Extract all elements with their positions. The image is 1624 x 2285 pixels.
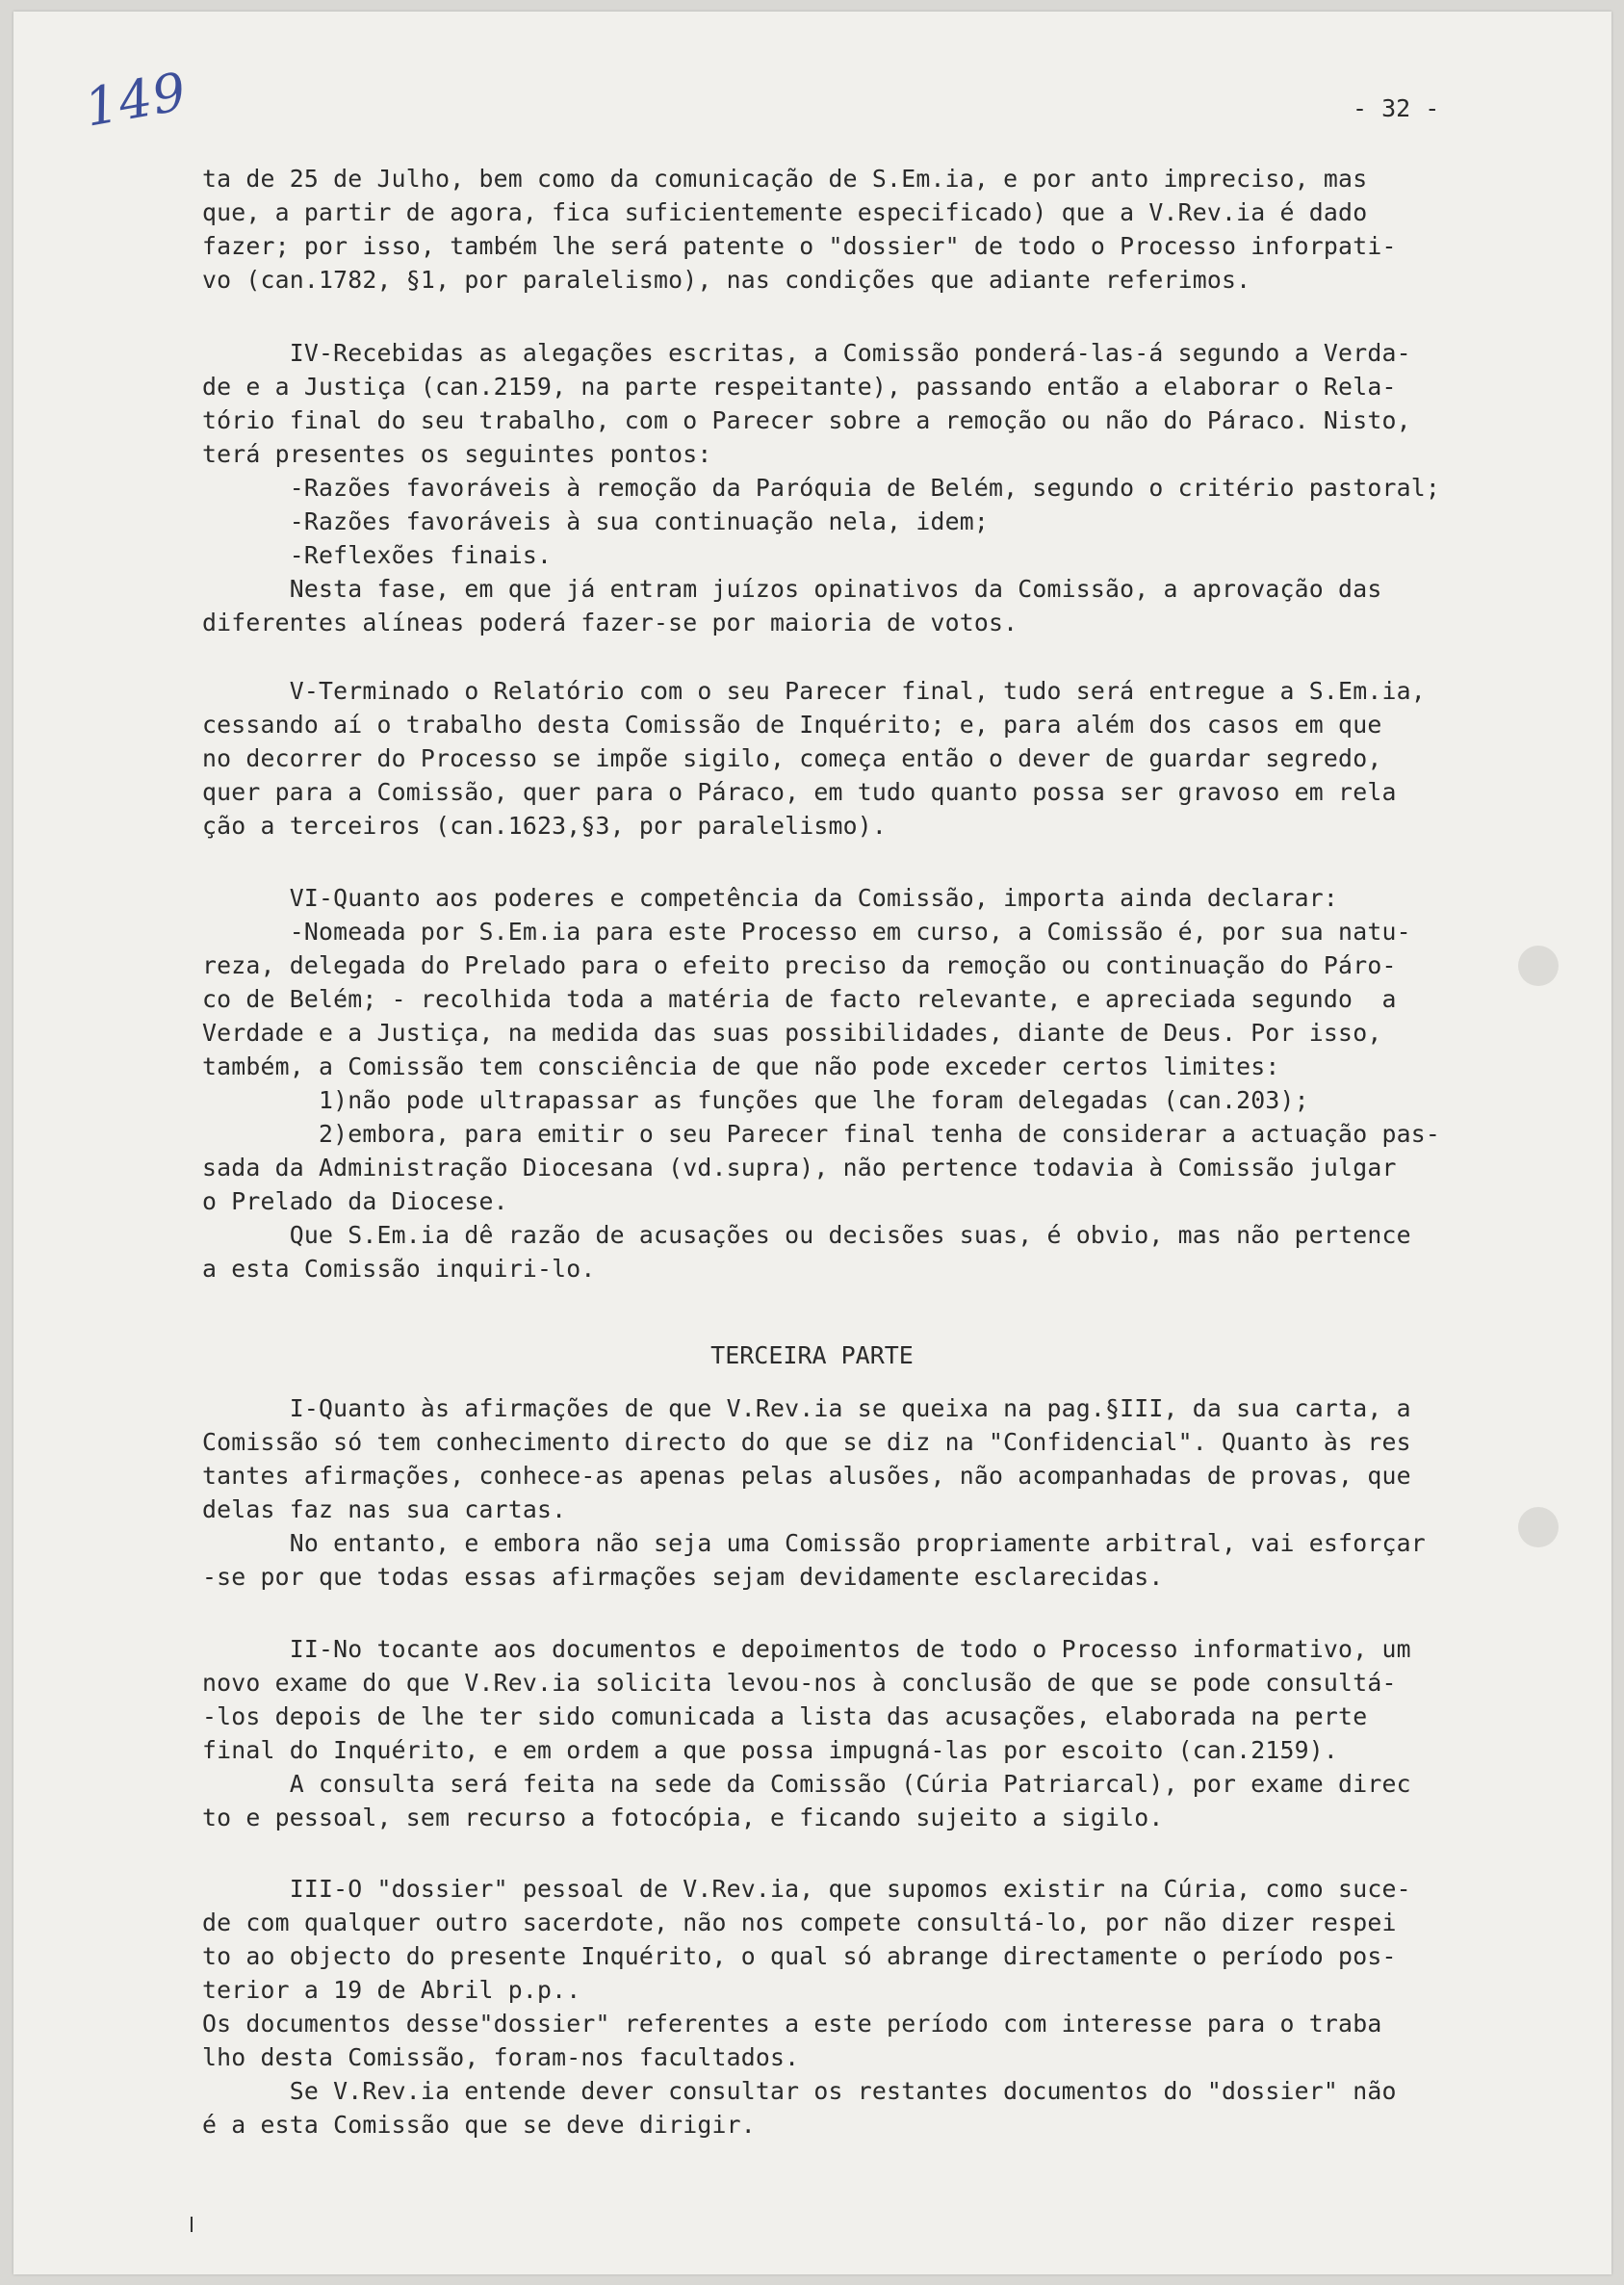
text-line: Comissão só tem conhecimento directo do que se diz na "Confidencial". Quanto às res bbox=[202, 1428, 1411, 1456]
text-line: Nesta fase, em que já entram juízos opinativos da Comissão, a aprovação das bbox=[202, 575, 1382, 603]
text-line: é a esta Comissão que se deve dirigir. bbox=[202, 2111, 756, 2139]
paragraph-block bbox=[202, 881, 1492, 1285]
text-line: a esta Comissão inquiri-lo. bbox=[202, 1255, 596, 1283]
text-line: Se V.Rev.ia entende dever consultar os restantes documentos do "dossier" não bbox=[202, 2077, 1397, 2105]
text-line: de com qualquer outro sacerdote, não nos compete consultá-lo, por não dizer respei bbox=[202, 1908, 1397, 1936]
text-line: -se por que todas essas afirmações sejam devidamente esclarecidas. bbox=[202, 1563, 1164, 1591]
text-line: que, a partir de agora, fica suficientemente especificado) que a V.Rev.ia é dado bbox=[202, 198, 1368, 226]
text-line: vo (can.1782, §1, por paralelismo), nas condições que adiante referimos. bbox=[202, 266, 1251, 294]
text-line: III-O "dossier" pessoal de V.Rev.ia, que supomos existir na Cúria, como suce- bbox=[202, 1875, 1411, 1903]
text-line: co de Belém; - recolhida toda a matéria de facto relevante, e apreciada segundo a bbox=[202, 985, 1397, 1013]
text-line: ta de 25 de Julho, bem como da comunicação de S.Em.ia, e por anto impreciso, mas bbox=[202, 165, 1368, 193]
text-line: Verdade e a Justiça, na medida das suas possibilidades, diante de Deus. Por isso, bbox=[202, 1019, 1382, 1047]
text-line: terior a 19 de Abril p.p.. bbox=[202, 1976, 581, 2004]
text-line: V-Terminado o Relatório com o seu Parecer final, tudo será entregue a S.Em.ia, bbox=[202, 677, 1426, 705]
text-line: o Prelado da Diocese. bbox=[202, 1187, 508, 1215]
text-line: to ao objecto do presente Inquérito, o qual só abrange directamente o período pos- bbox=[202, 1942, 1397, 1970]
text-line: final do Inquérito, e em ordem a que possa impugná-las por escoito (can.2159). bbox=[202, 1736, 1339, 1764]
text-line: no decorrer do Processo se impõe sigilo, começa então o dever de guardar segredo, bbox=[202, 744, 1382, 772]
text-line: VI-Quanto aos poderes e competência da Comissão, importa ainda declarar: bbox=[202, 884, 1339, 912]
page-number: - 32 - bbox=[1353, 94, 1440, 122]
text-line: No entanto, e embora não seja uma Comissão propriamente arbitral, vai esforçar bbox=[202, 1529, 1426, 1557]
text-line: 2)embora, para emitir o seu Parecer final tenha de considerar a actuação pas- bbox=[202, 1120, 1440, 1148]
text-line: IV-Recebidas as alegações escritas, a Comissão ponderá-las-á segundo a Verda- bbox=[202, 339, 1411, 367]
text-line: sada da Administração Diocesana (vd.supra), não pertence todavia à Comissão julgar bbox=[202, 1154, 1397, 1181]
text-line: II-No tocante aos documentos e depoimentos de todo o Processo informativo, um bbox=[202, 1635, 1411, 1663]
text-line: Os documentos desse"dossier" referentes a este período com interesse para o traba bbox=[202, 2010, 1382, 2038]
text-line: Que S.Em.ia dê razão de acusações ou decisões suas, é obvio, mas não pertence bbox=[202, 1221, 1411, 1249]
text-line: cessando aí o trabalho desta Comissão de Inquérito; e, para além dos casos em que bbox=[202, 711, 1382, 739]
text-line: ção a terceiros (can.1623,§3, por paralelismo). bbox=[202, 812, 888, 840]
text-line: quer para a Comissão, quer para o Páraco, em tudo quanto possa ser gravoso em rela bbox=[202, 778, 1397, 806]
text-line: 1)não pode ultrapassar as funções que lhe foram delegadas (can.203); bbox=[202, 1086, 1309, 1114]
text-line: I-Quanto às afirmações de que V.Rev.ia se queixa na pag.§III, da sua carta, a bbox=[202, 1394, 1411, 1422]
text-line: -Nomeada por S.Em.ia para este Processo em curso, a Comissão é, por sua natu- bbox=[202, 918, 1411, 946]
margin-mark bbox=[191, 2217, 193, 2232]
text-line: A consulta será feita na sede da Comissão (Cúria Patriarcal), por exame direc bbox=[202, 1770, 1411, 1798]
punch-hole bbox=[1518, 1507, 1559, 1547]
section-heading: TERCEIRA PARTE bbox=[710, 1341, 914, 1369]
text-line: -Reflexões finais. bbox=[202, 541, 553, 569]
text-line: também, a Comissão tem consciência de que não pode exceder certos limites: bbox=[202, 1052, 1280, 1080]
text-line: tório final do seu trabalho, com o Parecer sobre a remoção ou não do Páraco. Nisto, bbox=[202, 406, 1411, 434]
text-line: terá presentes os seguintes pontos: bbox=[202, 440, 712, 468]
text-line: to e pessoal, sem recurso a fotocópia, e ficando sujeito a sigilo. bbox=[202, 1804, 1164, 1831]
text-line: delas faz nas sua cartas. bbox=[202, 1495, 567, 1523]
text-line: de e a Justiça (can.2159, na parte respeitante), passando então a elaborar o Rela- bbox=[202, 373, 1397, 401]
paragraph-block bbox=[202, 674, 1492, 843]
text-line: novo exame do que V.Rev.ia solicita levou-nos à conclusão de que se pode consultá- bbox=[202, 1669, 1397, 1697]
text-line: -los depois de lhe ter sido comunicada a lista das acusações, elaborada na perte bbox=[202, 1702, 1368, 1730]
text-line: reza, delegada do Prelado para o efeito preciso da remoção ou continuação do Páro- bbox=[202, 951, 1397, 979]
text-line: tantes afirmações, conhece-as apenas pelas alusões, não acompanhadas de provas, que bbox=[202, 1462, 1411, 1490]
paragraph-block bbox=[202, 336, 1492, 639]
text-line: diferentes alíneas poderá fazer-se por maioria de votos. bbox=[202, 609, 1018, 636]
text-line: fazer; por isso, também lhe será patente o "dossier" de todo o Processo inforpati- bbox=[202, 232, 1397, 260]
handwritten-folio-number: 149 bbox=[80, 61, 192, 139]
text-line: -Razões favoráveis à sua continuação nela, idem; bbox=[202, 507, 989, 535]
paragraph-block bbox=[202, 162, 1492, 297]
punch-hole bbox=[1518, 946, 1559, 986]
text-line: lho desta Comissão, foram-nos facultados. bbox=[202, 2043, 800, 2071]
paragraph-block bbox=[202, 1632, 1492, 1834]
paragraph-block bbox=[202, 1872, 1492, 2142]
text-line: -Razões favoráveis à remoção da Paróquia de Belém, segundo o critério pastoral; bbox=[202, 474, 1440, 502]
paragraph-block bbox=[202, 1391, 1492, 1594]
